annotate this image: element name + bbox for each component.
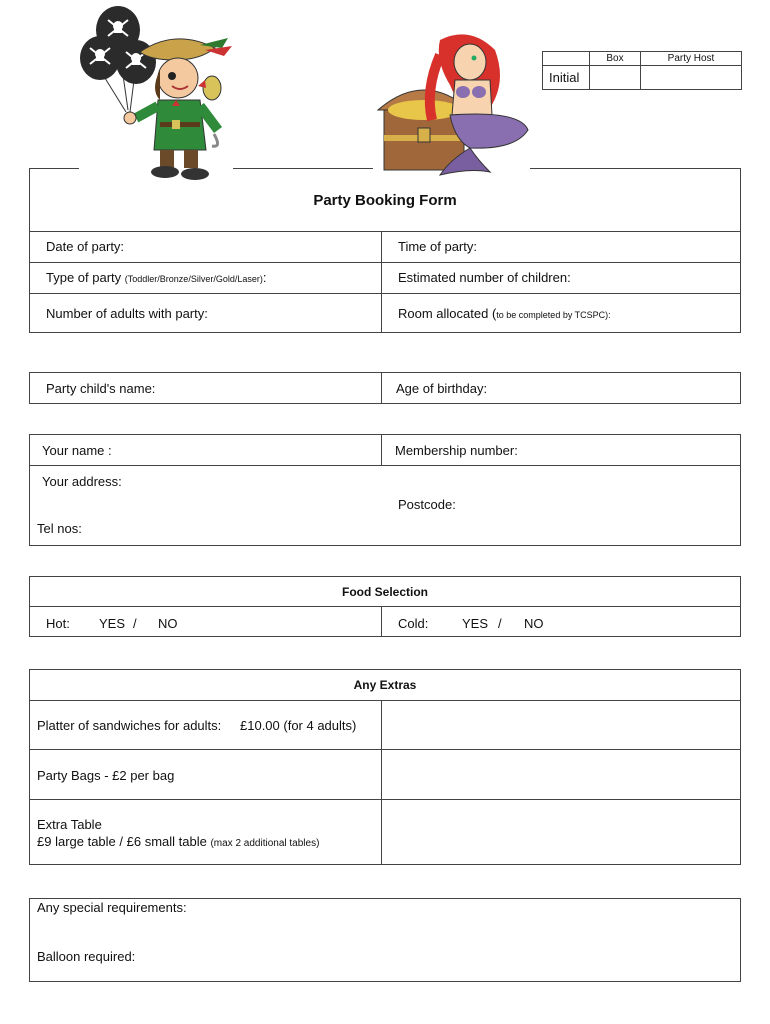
adults-with-party-field[interactable] (218, 298, 378, 328)
extras-title: Any Extras (353, 678, 417, 692)
type-of-party-label: Type of party (Toddler/Bronze/Silver/Gold/Laser): (46, 270, 267, 285)
hot-slash: / (133, 616, 137, 631)
details-divider (29, 231, 741, 232)
extras-divider (29, 749, 741, 750)
your-name-label: Your name : (42, 443, 112, 458)
age-of-birthday-label: Age of birthday: (396, 381, 488, 396)
food-divider (29, 606, 741, 607)
initials-col-party-host: Party Host (641, 52, 742, 66)
details-border-bottom (29, 332, 741, 333)
extras-column-divider (381, 700, 382, 865)
room-allocated-note: to be completed by TCSPC (496, 310, 606, 320)
cold-slash: / (498, 616, 502, 631)
details-column-divider (381, 231, 382, 332)
initials-table (542, 51, 742, 90)
membership-number-field[interactable] (528, 437, 737, 463)
type-of-party-options: (Toddler/Bronze/Silver/Gold/Laser) (124, 274, 263, 284)
membership-number-label: Membership number: (395, 443, 518, 458)
contact-divider (29, 465, 741, 466)
hot-yes-option[interactable]: YES (99, 616, 126, 631)
details-divider (29, 293, 741, 294)
adults-with-party-label: Number of adults with party: (46, 306, 208, 321)
hot-label: Hot: (46, 616, 70, 631)
address-label: Your address: (42, 474, 122, 489)
title-frame-top-mid (233, 168, 373, 169)
special-requirements-field[interactable] (200, 902, 736, 938)
extra-table-label: Extra Table (37, 817, 102, 832)
food-column-divider (381, 606, 382, 637)
initials-col-box: Box (590, 52, 641, 66)
mermaid-illustration (0, 0, 1, 1)
extras-divider (29, 799, 741, 800)
time-of-party-label: Time of party: (398, 239, 477, 254)
initials-row-label: Initial (543, 66, 590, 90)
page-title: Party Booking Form (313, 192, 457, 209)
initials-party-host-field[interactable] (641, 66, 742, 90)
estimated-children-field[interactable] (578, 265, 738, 291)
child-name-field[interactable] (160, 375, 378, 401)
extra-table-prices: £9 large table / £6 small table (max 2 additional tables) (37, 834, 320, 849)
platter-label: Platter of sandwiches for adults: (37, 718, 222, 733)
date-of-party-field[interactable] (130, 234, 378, 260)
postcode-field[interactable] (460, 490, 737, 516)
postcode-label: Postcode: (398, 497, 456, 512)
extra-table-quantity-field[interactable] (384, 802, 738, 862)
room-allocated-label: Room allocated (to be completed by TCSPC): (398, 306, 611, 321)
tel-label: Tel nos: (37, 521, 82, 536)
party-bags-quantity-field[interactable] (384, 752, 738, 797)
special-requirements-label: Any special requirements: (37, 900, 187, 915)
age-of-birthday-field[interactable] (492, 375, 737, 401)
platter-quantity-field[interactable] (384, 703, 738, 747)
extra-table-note: (max 2 additional tables) (210, 838, 320, 849)
balloon-required-field[interactable] (144, 944, 736, 978)
cold-no-option[interactable]: NO (524, 616, 544, 631)
estimated-children-label: Estimated number of children: (398, 270, 571, 285)
date-of-party-label: Date of party: (46, 239, 125, 254)
child-name-label: Party child's name: (46, 381, 156, 396)
title-frame-top-right (530, 168, 741, 169)
contact-column-divider (381, 434, 382, 465)
tel-field[interactable] (86, 516, 736, 542)
cold-label: Cold: (398, 616, 429, 631)
details-divider (29, 262, 741, 263)
your-name-field[interactable] (118, 437, 378, 463)
child-column-divider (381, 372, 382, 404)
address-field[interactable] (126, 468, 386, 514)
hot-no-option[interactable]: NO (158, 616, 178, 631)
extras-divider (29, 700, 741, 701)
title-frame-top-left (29, 168, 79, 169)
food-title: Food Selection (341, 585, 428, 599)
initials-box-field[interactable] (590, 66, 641, 90)
platter-price: £10.00 (for 4 adults) (240, 718, 357, 733)
party-bags-label: Party Bags - £2 per bag (37, 768, 175, 783)
cold-yes-option[interactable]: YES (462, 616, 489, 631)
balloon-required-label: Balloon required: (37, 949, 136, 964)
time-of-party-field[interactable] (482, 234, 737, 260)
